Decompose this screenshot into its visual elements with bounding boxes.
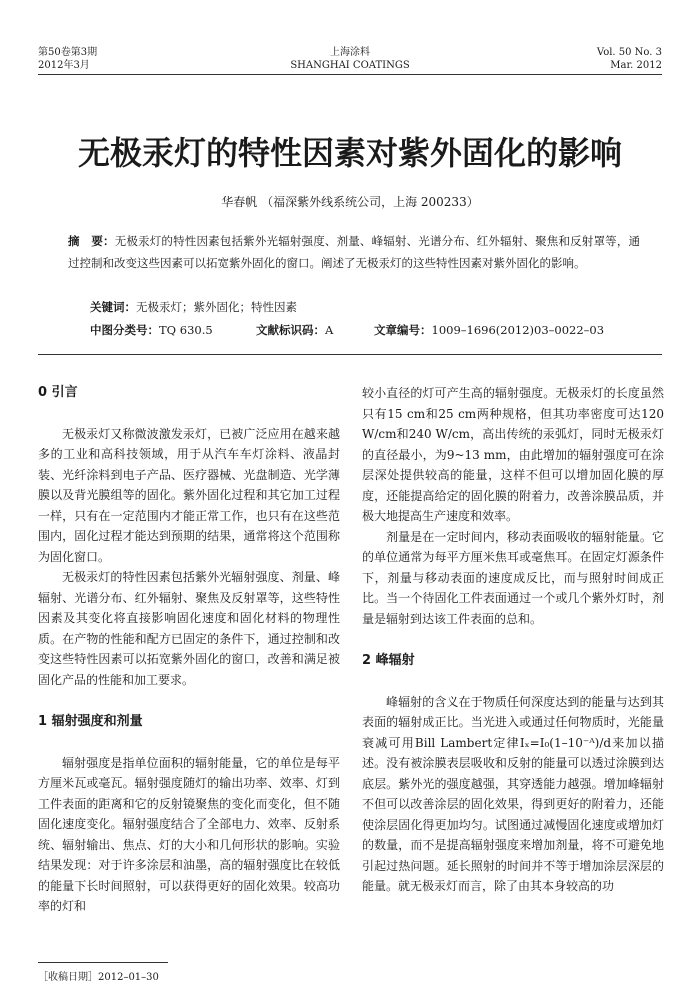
received-date: ［收稿日期］2012–01–30 [38,972,159,983]
abstract-label: 摘 要： [68,234,115,248]
header-date: 2012年3月 [38,60,90,71]
section-2-paragraph-1: 峰辐射的含义在于物质任何深度达到的能量与达到其表面的辐射成正比。当光进入或通过任何物质时，光能量衰减可用Bill Lambert定律Iₓ=I₀(1–10⁻ᴬ)/d来加以描述。没有被涂膜表层吸收和反射的能量可以透过涂膜到达底层。紫外光的强度越强，其穿透能力越强。增加峰辐射不但可以改善涂层的固化效果，得到更好的附着力，还能使涂层固化得更加均匀。试图通过减慢固化速度或增加灯的数量，而不是提高辐射强度来增加剂量，将不可避免地引起过热问题。延长照射的时间并不等于增加涂层深层的能量。就无极汞灯而言，除了由其本身较高的功 [362,694,664,893]
header-rule [38,74,662,75]
clc-label: 中图分类号： [90,323,159,337]
keywords-label: 关键词： [90,300,136,314]
section-1-paragraph-3: 剂量是在一定时间内，移动表面吸收的辐射能量。它的单位通常为每平方厘米焦耳或毫焦耳。在固定灯源条件下，剂量与移动表面的速度成反比，而与照射时间成正比。当一个待固化工件表面通过一个或几个紫外灯时，剂量是辐射到达该工件表面的总和。 [362,529,664,626]
header-journal-cn: 上海涂料 [330,47,370,58]
article-number-value: 1009–1696(2012)03–0022–03 [431,323,605,337]
footnote-rule [38,962,168,963]
header-volume-issue: 第50卷第3期 [38,47,98,58]
doc-code-value: A [325,323,334,337]
article-number [374,322,604,338]
clc-value: TQ 630.5 [159,323,213,337]
doc-code-label: 文献标识码： [256,323,325,337]
abstract [68,231,640,274]
section-1-continuation: 较小直径的灯可产生高的辐射强度。无极汞灯的长度虽然只有15 cm和25 cm两种规格，但其功率密度可达120 W/cm和240 W/cm，高出传统的汞弧灯，同时无极汞灯的直径最小，为9~13 mm，由此增加的辐射强度可在涂层深处提供较高的能量，这样不但可以增加固化膜的厚度，还能提高给定的固化膜的附着力，改善涂膜品质，并极大地提高生产速度和效率。 [362,386,664,523]
section-2-heading: 2 峰辐射 [362,653,415,668]
header-journal [250,46,450,72]
header-volume-en [597,46,662,72]
keywords-text: 无极汞灯；紫外固化；特性因素 [136,300,297,314]
left-column [38,383,340,917]
header-volume [38,46,97,72]
section-1-paragraph-1: 辐射强度是指单位面积的辐射能量，它的单位是每平方厘米瓦或毫瓦。辐射强度随灯的输出功率、效率、灯到工件表面的距离和它的反射镜聚焦的变化而变化，但不随固化速度变化。辐射强度结合了全部电力、效率、反射系统、辐射输出、焦点、灯的大小和几何形状的影响。实验结果发现：对于许多涂层和油墨，高的辐射强度比在较低的能量下长时间照射，可以获得更好的固化效果。较高功率的灯和 [38,755,340,913]
abstract-rule [38,354,662,355]
article-number-label: 文章编号： [374,323,432,337]
article-title: 无极汞灯的特性因素对紫外固化的影响 [77,134,622,172]
abstract-text: 无极汞灯的特性因素包括紫外光辐射强度、剂量、峰辐射、光谱分布、红外辐射、聚焦和反射罩等，通过控制和改变这些因素可以拓宽紫外固化的窗口。阐述了无极汞灯的这些特性因素对紫外固化的影响。 [68,234,641,270]
header-journal-en: SHANGHAI COATINGS [290,60,410,71]
header-vol-no: Vol. 50 No. 3 [596,47,662,58]
keywords [90,299,297,315]
section-0-paragraph-1: 无极汞灯又称微波激发汞灯，已被广泛应用在越来越多的工业和高科技领域，用于从汽车车灯涂料、液晶封装、光纤涂料到电子产品、医疗器械、光盘制造、光学薄膜以及背光膜组等的固化。紫外固化过程和其它加工过程一样，只有在一定范围内才能正常工作，也只有在这些范围内，固化过程才能达到预期的结果，通常将这个范围称为固化窗口。 [38,426,340,564]
document-code [256,322,333,338]
right-column [362,383,664,897]
section-0-heading: 0 引言 [38,385,78,400]
section-1-heading: 1 辐射强度和剂量 [38,714,143,729]
section-0-paragraph-2: 无极汞灯的特性因素包括紫外光辐射强度、剂量、峰辐射、光谱分布、红外辐射、聚焦及反射罩等，这些特性因素及其变化将直接影响固化速度和固化材料的物理性质。在产物的性能和配方已固定的条件下，通过控制和改变这些特性因素可以拓宽紫外固化的窗口，改善和满足被固化产品的性能和加工要求。 [38,570,340,687]
article-author: 华春帆 （福深紫外线系统公司，上海 200233） [221,195,479,209]
clc-number [90,322,213,338]
header-month: Mar. 2012 [610,60,662,71]
